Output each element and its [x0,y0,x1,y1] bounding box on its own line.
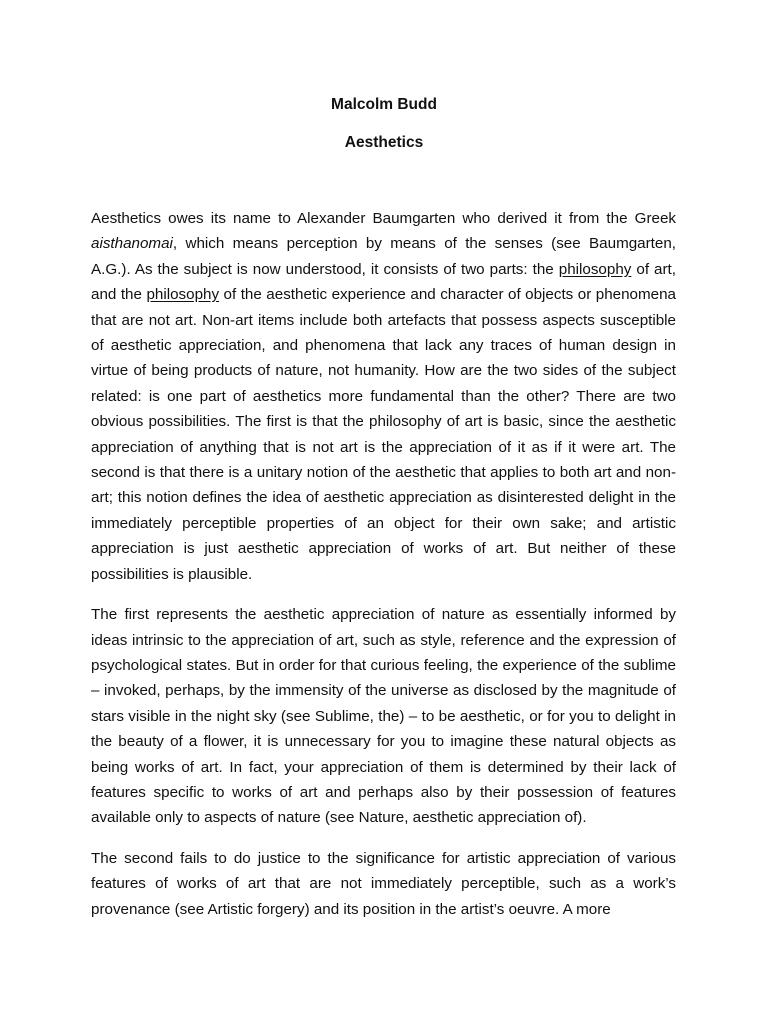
paragraph-2: The first represents the aesthetic appreciation of nature as essentially informed by ideas intrinsic to the appreciation of art, such as style, reference and the expression of psychological states. But in order for that curious feeling, the experience of the sublime – invoked, perhaps, by the immensity of the universe as disclosed by the magnitude of stars visible in the night sky (see Sublime, the) – to be aesthetic, or for you to delight in the beauty of a flower, it is unnecessary for you to imagine these natural objects as being works of art. In fact, your appreciation of them is determined by their lack of features specific to works of art and perhaps also by their possession of features available only to aspects of nature (see Nature, aesthetic appreciation of). [91,606,676,827]
paragraph-1-text-a: Aesthetics owes its name to Alexander Baumgarten who derived it from the Greek [91,210,676,227]
greek-term: aisthanomai [91,235,173,253]
paragraph-1-text-b: , which means perception by means of the senses (see Baumgarten, A.G.). As the subject is now understood, it consists of two parts: the [91,235,676,278]
paragraph-1 [91,206,676,587]
philosophy-link-1[interactable]: philosophy [558,260,632,278]
document-title: Aesthetics [344,134,424,151]
document-body [91,206,676,937]
paragraph-3: The second fails to do justice to the significance for artistic appreciation of various features of works of art that are not immediately perceptible, such as a work’s provenance (see Artistic forgery) and its position in the artist’s oeuvre. A more [91,849,676,918]
paragraph-1-text-c: of art, and the [91,260,676,304]
paragraph-1-text-d: of the aesthetic experience and character of objects or phenomena that are not art. Non-art items include both artefacts that possess aspects susceptible of aesthetic appreciation, and phenomena that lack any traces of human design in virtue of being products of nature, not humanity. How are the two sides of the subject related: is one part of aesthetics more fundamental than the other? There are two obvious possibilities. The first is that the philosophy of art is basic, since the aesthetic appreciation of anything that is not art is the appreciation of it as if it were art. The second is that there is a unitary notion of the aesthetic that applies to both art and non-art; this notion defines the idea of aesthetic appreciation as disinterested delight in the immediately perceptible properties of an object for their own sake; and artistic appreciation is just aesthetic appreciation of works of art. But neither of these possibilities is plausible. [91,286,676,583]
philosophy-link-2[interactable]: philosophy [146,286,220,304]
author-name: Malcolm Budd [331,96,437,113]
